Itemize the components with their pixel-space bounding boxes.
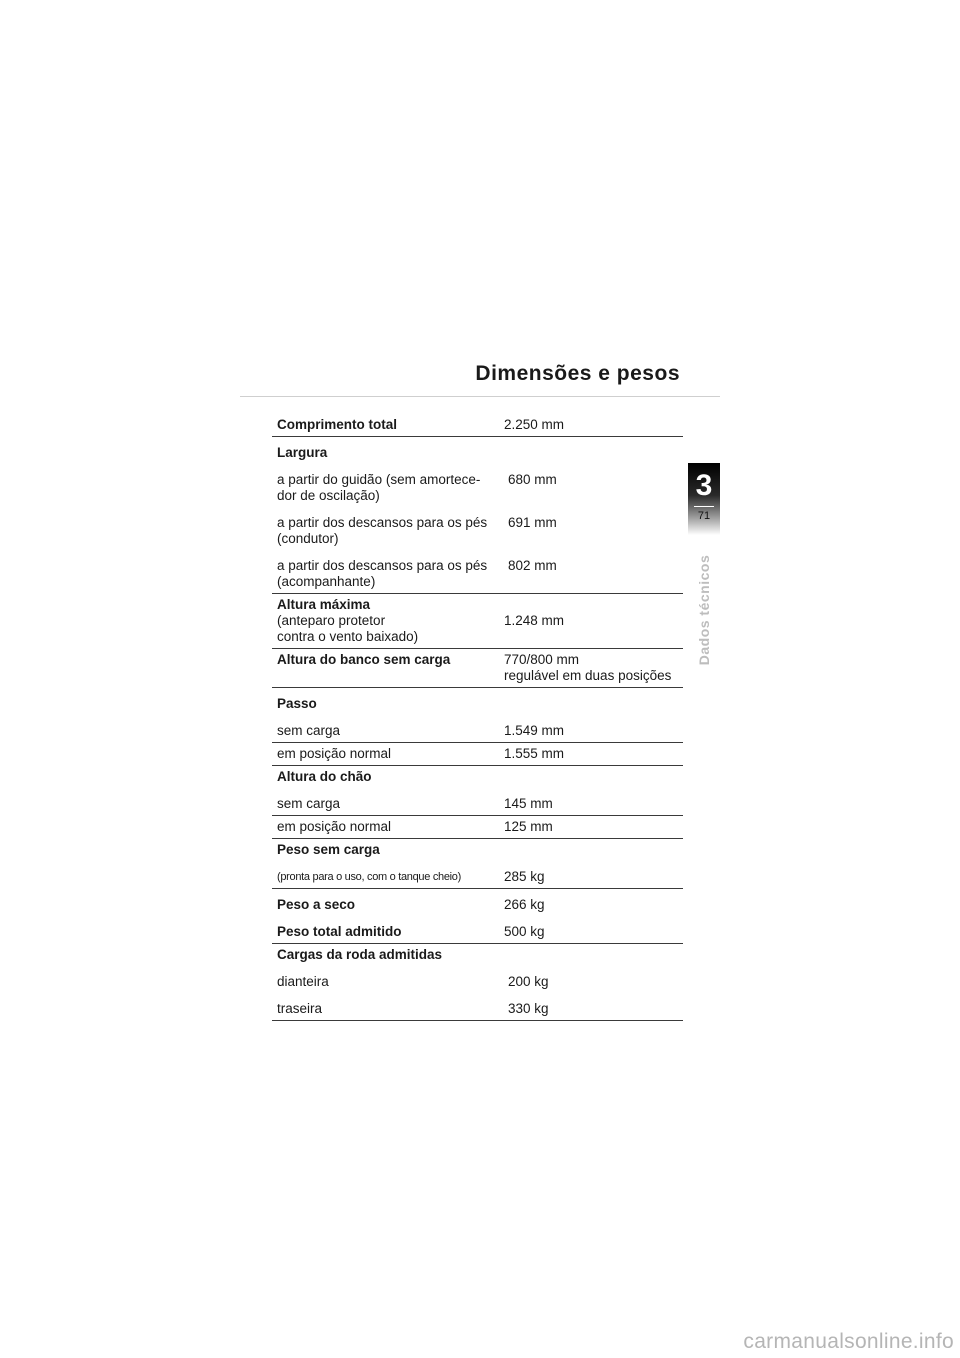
spec-row-ground-clearance-unladen [272,793,683,816]
spec-label: Cargas da roda admitidas [277,947,443,962]
spec-row-gross-weight [272,921,683,944]
spec-label: Peso total admitido [277,924,402,939]
spec-value: 1.549 mm [504,723,565,738]
side-section-label: Dados técnicos [696,554,712,666]
spec-value: 266 kg [504,897,545,912]
spec-label [277,472,504,504]
spec-label [277,558,504,590]
spec-label: Largura [277,445,328,460]
spec-label-line: a partir do guidão (sem amortece- [277,472,481,487]
watermark: carmanualsonline.info [743,1330,954,1353]
spec-value: 2.250 mm [504,417,565,432]
page-number: 71 [697,510,711,522]
spec-label: (pronta para o uso, com o tanque cheio) [277,871,461,883]
spec-value: 680 mm [508,472,557,487]
spec-label: sem carga [277,723,341,738]
spec-value: 125 mm [504,819,553,834]
spec-label-line: Altura máxima [277,597,371,612]
spec-value-line: regulável em duas posições [504,668,672,683]
chapter-number: 3 [695,469,713,502]
spec-label: dianteira [277,974,329,989]
spec-row-width-passenger [272,555,683,594]
spec-row-width-rider [272,512,683,550]
chapter-tab [688,463,720,535]
spec-row-wheel-load-front [272,971,683,993]
spec-label-line: a partir dos descansos para os pés [277,515,488,530]
spec-label-line: (condutor) [277,531,339,546]
spec-row-dry-weight [272,894,683,916]
spec-row-seat-height [272,649,683,688]
spec-label: Peso sem carga [277,842,380,857]
spec-label: Passo [277,696,317,711]
spec-row-wheelbase-header [272,693,683,715]
spec-row-ground-clearance-header [272,766,683,788]
spec-label: em posição normal [277,746,392,761]
spec-label: traseira [277,1001,323,1016]
spec-label [277,515,504,547]
spec-label-line: (acompanhante) [277,574,376,589]
spec-label: Comprimento total [277,417,397,432]
spec-table [272,414,683,1021]
spec-row-wheel-load-rear [272,998,683,1021]
spec-label: Peso a seco [277,897,356,912]
spec-value: 1.248 mm [504,613,565,628]
spec-row-wheel-loads-header [272,944,683,966]
title-divider [240,396,720,397]
spec-row-wheelbase-unladen [272,720,683,743]
spec-value: 330 kg [508,1001,549,1016]
spec-value-line: 770/800 mm [504,652,580,667]
spec-row-unladen-weight [272,866,683,889]
spec-row-total-length [272,414,683,437]
spec-label: sem carga [277,796,341,811]
spec-value: 285 kg [504,869,545,884]
spec-value: 691 mm [508,515,557,530]
spec-value [504,652,683,684]
page-title: Dimensões e pesos [475,362,680,385]
spec-label: em posição normal [277,819,392,834]
spec-row-width-header [272,442,683,464]
spec-label [277,597,504,645]
spec-value: 145 mm [504,796,553,811]
spec-value: 500 kg [504,924,545,939]
spec-label-line: (anteparo protetor [277,613,386,628]
spec-value: 1.555 mm [504,746,565,761]
spec-row-unladen-weight-header [272,839,683,861]
spec-row-max-height [272,594,683,649]
spec-value: 200 kg [508,974,549,989]
spec-label-line: dor de oscilação) [277,488,380,503]
spec-label: Altura do chão [277,769,372,784]
spec-row-width-handlebar [272,469,683,507]
spec-label-line: contra o vento baixado) [277,629,419,644]
spec-row-wheelbase-normal [272,743,683,766]
spec-label: Altura do banco sem carga [277,652,451,667]
chapter-tab-divider [694,506,714,507]
spec-label-line: a partir dos descansos para os pés [277,558,488,573]
spec-value: 802 mm [508,558,557,573]
spec-row-ground-clearance-normal [272,816,683,839]
